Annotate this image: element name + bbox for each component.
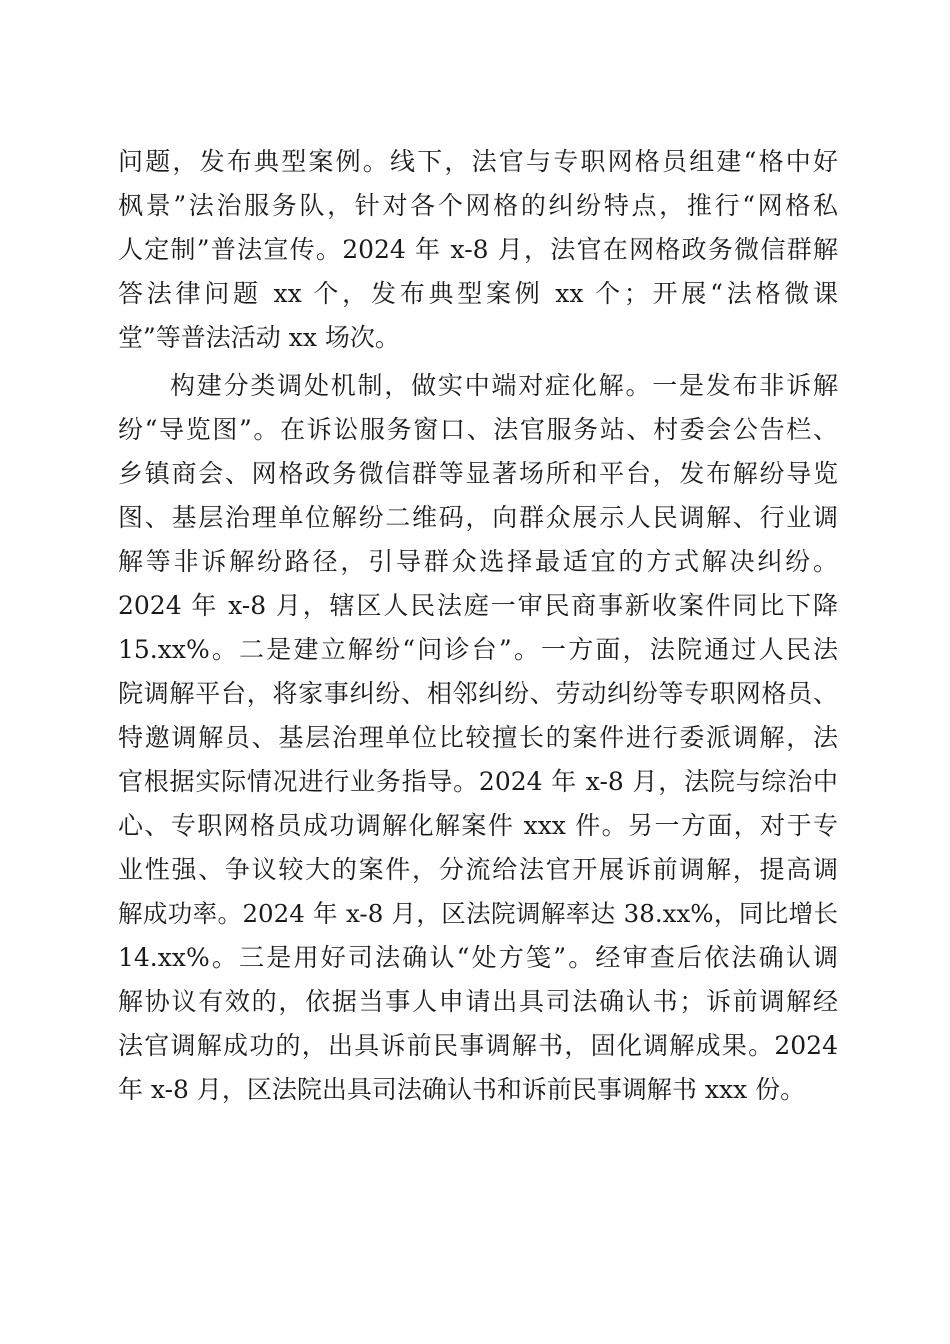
- paragraph-line: 图、基层治理单位解纷二维码，向群众展示人民调解、行业调: [118, 503, 838, 532]
- paragraph-line: 纷“导览图”。在诉讼服务窗口、法官服务站、村委会公告栏、: [118, 415, 838, 444]
- paragraph-line: 法官调解成功的，出具诉前民事调解书，固化调解成果。2024: [118, 1031, 838, 1060]
- paragraph-line: 构建分类调处机制，做实中端对症化解。一是发布非诉解: [170, 371, 838, 400]
- paragraph-line: 15.xx%。二是建立解纷“问诊台”。一方面，法院通过人民法: [118, 635, 838, 664]
- paragraph-line: 枫景”法治服务队，针对各个网格的纠纷特点，推行“网格私: [118, 191, 838, 220]
- paragraph-line: 心、专职网格员成功调解化解案件 xxx 件。另一方面，对于专: [118, 811, 838, 840]
- paragraph-line: 业性强、争议较大的案件，分流给法官开展诉前调解，提高调: [118, 855, 838, 884]
- paragraph-line: 2024 年 x-8 月，辖区人民法庭一审民商事新收案件同比下降: [118, 591, 838, 620]
- paragraph-line: 解等非诉解纷路径，引导群众选择最适宜的方式解决纠纷。: [118, 547, 838, 576]
- paragraph-line: 解协议有效的，依据当事人申请出具司法确认书；诉前调解经: [118, 987, 838, 1016]
- paragraph-line: 问题，发布典型案例。线下，法官与专职网格员组建“格中好: [118, 147, 838, 176]
- paragraph-line: 14.xx%。三是用好司法确认“处方笺”。经审查后依法确认调: [118, 943, 838, 972]
- paragraph-line: 堂”等普法活动 xx 场次。: [118, 323, 400, 352]
- paragraph-line: 解成功率。2024 年 x-8 月，区法院调解率达 38.xx%，同比增长: [118, 899, 838, 928]
- paragraph-line: 特邀调解员、基层治理单位比较擅长的案件进行委派调解，法: [118, 723, 838, 752]
- paragraph-line: 官根据实际情况进行业务指导。2024 年 x-8 月，法院与综治中: [118, 767, 838, 796]
- paragraph-line: 答法律问题 xx 个，发布典型案例 xx 个；开展“法格微课: [118, 279, 838, 308]
- paragraph-line: 人定制”普法宣传。2024 年 x-8 月，法官在网格政务微信群解: [118, 235, 838, 264]
- paragraph-line: 院调解平台，将家事纠纷、相邻纠纷、劳动纠纷等专职网格员、: [118, 679, 838, 708]
- paragraph-line: 年 x-8 月，区法院出具司法确认书和诉前民事调解书 xxx 份。: [118, 1075, 806, 1104]
- paragraph-line: 乡镇商会、网格政务微信群等显著场所和平台，发布解纷导览: [118, 459, 838, 488]
